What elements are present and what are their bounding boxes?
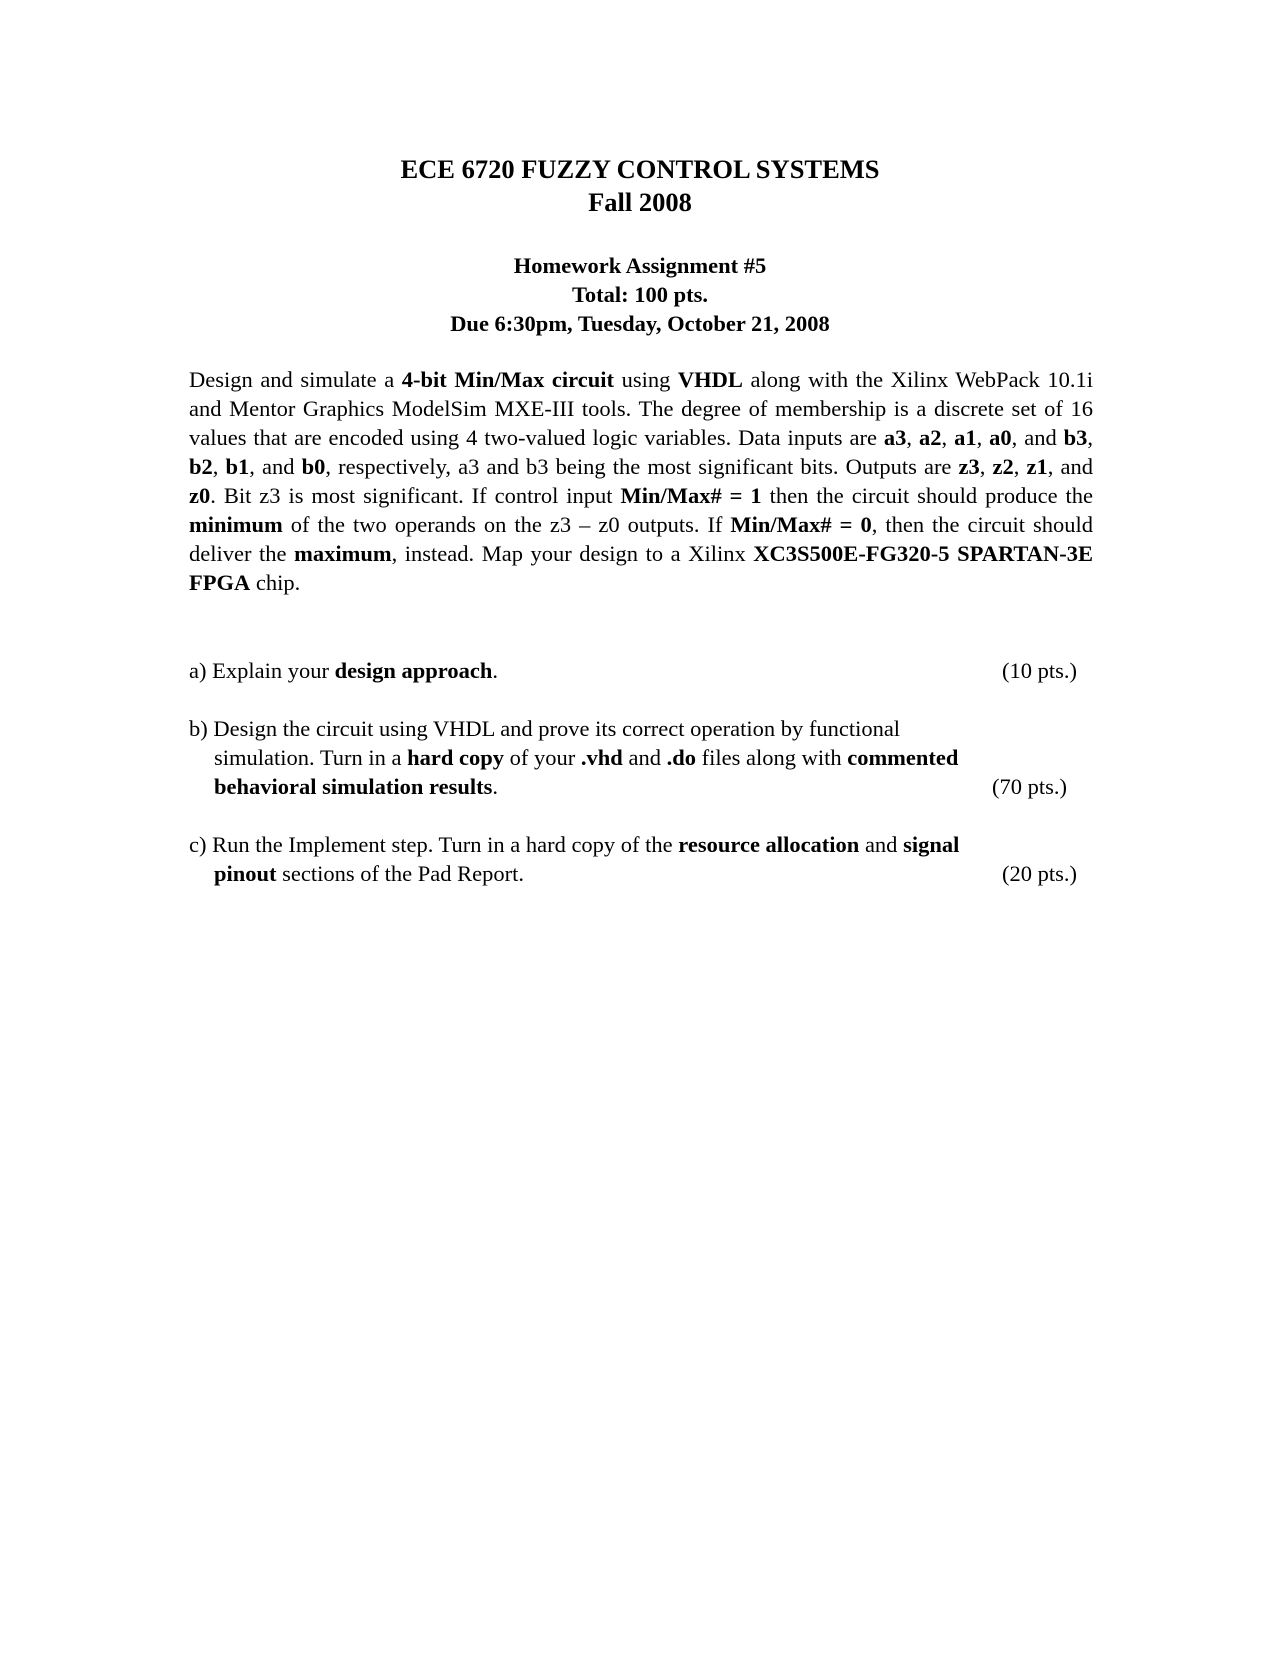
problem-description [189, 365, 1093, 597]
desc-bold: z1 [1026, 454, 1048, 479]
desc-text: Design and simulate a [189, 367, 402, 392]
desc-bold: z3 [958, 454, 980, 479]
course-title: ECE 6720 FUZZY CONTROL SYSTEMS [400, 154, 880, 184]
desc-bold: b3 [1063, 425, 1088, 450]
desc-text: , [941, 425, 955, 450]
task-b-line-1: b) Design the circuit using VHDL and prove its correct operation by functional [189, 716, 901, 741]
assignment-title: Homework Assignment #5 [513, 253, 767, 278]
task-bold: signal [903, 832, 960, 857]
desc-text: , and [249, 454, 302, 479]
desc-text: , [1013, 454, 1027, 479]
desc-text: , respectively, a3 and b3 being the most significant bits. Outputs are [325, 454, 959, 479]
task-text: c) Run the Implement step. Turn in a hard copy of the [189, 832, 679, 857]
task-b-line-2 [189, 743, 1079, 772]
desc-text: then the circuit should produce the [761, 483, 1093, 508]
desc-bold: a3 [883, 425, 907, 450]
desc-bold: Min/Max# = 1 [620, 483, 762, 508]
task-text: and [622, 745, 667, 770]
desc-text: chip. [250, 570, 301, 595]
desc-text: , [976, 425, 990, 450]
task-bold: commented [847, 745, 959, 770]
desc-text: , [212, 454, 226, 479]
desc-bold: VHDL [677, 367, 743, 392]
task-bold: resource allocation [678, 832, 860, 857]
task-a-points: (10 pts.) [1002, 658, 1077, 683]
task-bold: .do [666, 745, 696, 770]
task-text: files along with [695, 745, 848, 770]
task-text: simulation. Turn in a [214, 745, 408, 770]
desc-bold: Min/Max# = 0 [730, 512, 872, 537]
task-text: sections of the Pad Report. [276, 861, 525, 886]
desc-text: , then the circuit should deliver the [189, 512, 1094, 566]
task-bold: .vhd [580, 745, 623, 770]
task-c-line-2 [189, 859, 1079, 888]
desc-bold: z0 [189, 483, 211, 508]
desc-text: , instead. Map your design to a Xilinx [391, 541, 754, 566]
desc-bold: b1 [225, 454, 250, 479]
desc-text: , [1087, 425, 1094, 450]
task-bold: pinout [214, 861, 277, 886]
task-b-line-3 [189, 772, 1079, 801]
term: Fall 2008 [588, 187, 692, 217]
desc-bold: a0 [989, 425, 1012, 450]
task-a [189, 656, 1079, 685]
task-c [189, 830, 1079, 888]
task-text: of your [504, 745, 581, 770]
desc-text: , and [1011, 425, 1064, 450]
task-bold: hard copy [407, 745, 505, 770]
desc-bold: a1 [954, 425, 977, 450]
desc-bold: 4-bit Min/Max circuit [401, 367, 614, 392]
task-c-line-1 [189, 830, 1079, 859]
desc-bold: b2 [189, 454, 213, 479]
desc-bold: maximum [294, 541, 392, 566]
task-text: . [492, 658, 498, 683]
desc-text: using [613, 367, 678, 392]
desc-bold: XC3S500E-FG320-5 SPARTAN-3E FPGA [189, 541, 1093, 595]
due-date: Due 6:30pm, Tuesday, October 21, 2008 [450, 311, 830, 336]
desc-bold: minimum [189, 512, 283, 537]
task-a-line [189, 656, 1079, 685]
desc-bold: b0 [301, 454, 326, 479]
desc-text: along with the Xilinx WebPack 10.1i and Mentor Graphics ModelSim MXE-III tools. The degree of membership is a discrete set of 16 values that are encoded using 4 two-valued logic variables. Data inputs are [189, 367, 1093, 450]
task-b-points: (70 pts.) [992, 774, 1067, 799]
desc-text: . Bit z3 is most significant. If control input [210, 483, 621, 508]
task-bold: behavioral simulation results [214, 774, 493, 799]
desc-text: of the two operands on the z3 – z0 outputs. If [282, 512, 731, 537]
desc-text: , [906, 425, 919, 450]
task-text: . [492, 774, 498, 799]
desc-bold: z2 [992, 454, 1014, 479]
task-bold: design approach [334, 658, 493, 683]
task-text: a) Explain your [189, 658, 335, 683]
task-text: and [859, 832, 904, 857]
desc-text: , [979, 454, 993, 479]
desc-bold: a2 [918, 425, 942, 450]
task-b [189, 714, 1079, 801]
total-points: Total: 100 pts. [571, 282, 709, 307]
desc-text: , and [1047, 454, 1094, 479]
task-c-points: (20 pts.) [1002, 861, 1077, 886]
